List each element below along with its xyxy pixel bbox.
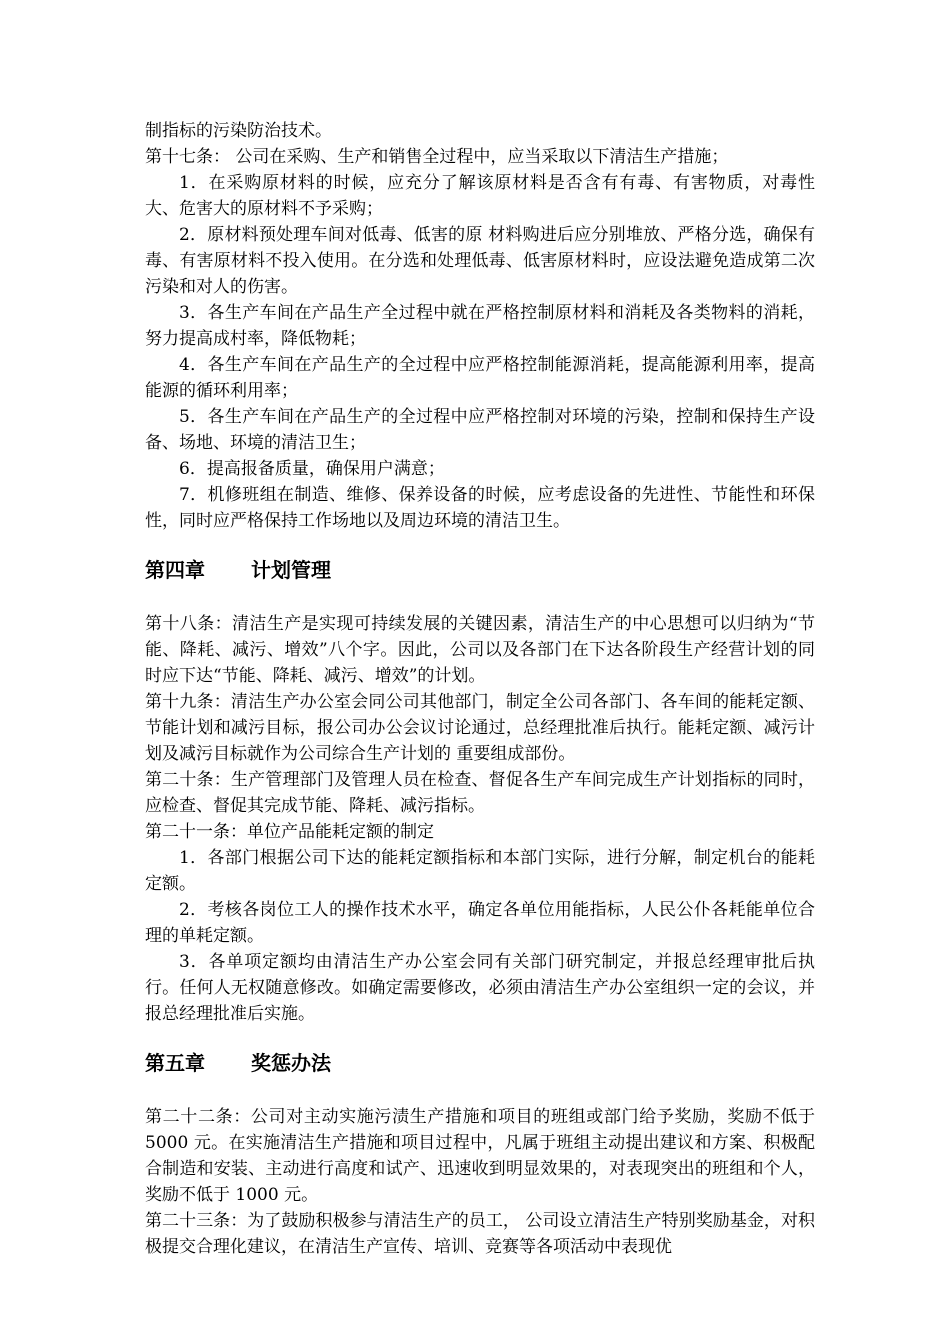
list-item: 5．各生产车间在产品生产的全过程中应严格控制对环境的污染，控制和保持生产设备、场地、环境的清洁卫生； [145, 407, 815, 453]
article-17: 第十七条： 公司在采购、生产和销售全过程中，应当采取以下清洁生产措施； [145, 147, 729, 167]
article-20: 第二十条：生产管理部门及管理人员在检查、督促各生产车间完成生产计划指标的同时，应检查、督促其完成节能、降耗、减污指标。 [145, 770, 815, 816]
article-21: 第二十一条：单位产品能耗定额的制定 [145, 822, 434, 842]
list-item: 1．各部门根据公司下达的能耗定额指标和本部门实际，进行分解，制定机台的能耗定额。 [145, 848, 815, 894]
article-23: 第二十三条：为了鼓励积极参与清洁生产的员工， 公司设立清洁生产特别奖励基金，对积极提交合理化建议，在清洁生产宣传、培训、竞赛等各项活动中表现优 [145, 1211, 815, 1257]
chapter-number: 第五章 [145, 1051, 205, 1075]
list-item: 6．提高报备质量，确保用户满意； [179, 459, 445, 479]
article-18: 第十八条：清洁生产是实现可持续发展的关键因素，清洁生产的中心思想可以归纳为“节能、降耗、减污、增效”八个字。因此，公司以及各部门在下达各阶段生产经营计划的同时应下达“节能、降耗、减污、增效”的计划。 [145, 614, 815, 686]
chapter-number: 第四章 [145, 558, 205, 582]
chapter-title: 计划管理 [251, 558, 331, 582]
document-page [145, 118, 815, 1260]
article-19: 第十九条：清洁生产办公室会同公司其他部门，制定全公司各部门、各车间的能耗定额、节能计划和减污目标，报公司办公会议讨论通过，总经理批准后执行。能耗定额、减污计划及减污目标就作为公司综合生产计划的 重要组成部份。 [145, 692, 815, 764]
list-item: 1．在采购原材料的时候，应充分了解该原材料是否含有有毒、有害物质，对毒性大、危害大的原材料不予采购； [145, 173, 815, 219]
paragraph: 制指标的污染防治技术。 [145, 121, 332, 141]
chapter-title: 奖惩办法 [251, 1051, 331, 1075]
list-item: 4．各生产车间在产品生产的全过程中应严格控制能源消耗，提高能源利用率，提高能源的循环利用率； [145, 355, 815, 401]
article-22: 第二十二条：公司对主动实施污渍生产措施和项目的班组或部门给予奖励，奖励不低于 5000 元。在实施清洁生产措施和项目过程中，凡属于班组主动提出建议和方案、积极配合制造和安装、主动进行高度和试产、迅速收到明显效果的，对表现突出的班组和个人，奖励不低于 1000 元。 [145, 1107, 815, 1205]
list-item: 2．原材料预处理车间对低毒、低害的原 材料购进后应分别堆放、严格分选，确保有毒、有害原材料不投入使用。在分选和处理低毒、低害原材料时，应设法避免造成第二次污染和对人的伤害。 [145, 225, 815, 297]
chapter-heading [145, 556, 815, 584]
chapter-heading [145, 1049, 815, 1077]
list-item: 3．各单项定额均由清洁生产办公室会同有关部门研究制定，并报总经理审批后执行。任何人无权随意修改。如确定需要修改，必须由清洁生产办公室组织一定的会议，并报总经理批准后实施。 [145, 952, 815, 1024]
list-item: 2．考核各岗位工人的操作技术水平，确定各单位用能指标，人民公仆各耗能单位合理的单耗定额。 [145, 900, 815, 946]
list-item: 3．各生产车间在产品生产全过程中就在严格控制原材料和消耗及各类物料的消耗，努力提高成村率，降低物耗； [145, 303, 815, 349]
list-item: 7．机修班组在制造、维修、保养设备的时候，应考虑设备的先进性、节能性和环保性，同时应严格保持工作场地以及周边环境的清洁卫生。 [145, 485, 815, 531]
